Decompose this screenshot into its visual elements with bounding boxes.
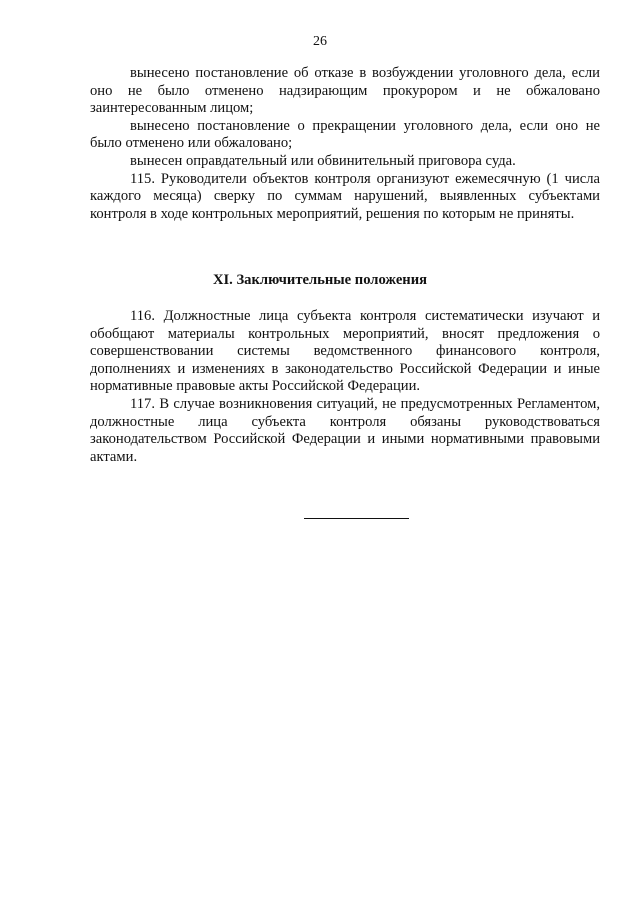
paragraph: вынесено постановление о прекращении уголовного дела, если оно не было отменено или обжаловано;: [90, 117, 600, 152]
section-heading: XI. Заключительные положения: [212, 272, 428, 288]
paragraph: вынесено постановление об отказе в возбуждении уголовного дела, если оно не было отменено надзирающим прокурором и не обжаловано заинтересованным лицом;: [90, 65, 600, 117]
paragraph-115: 115. Руководители объектов контроля организуют ежемесячную (1 числа каждого месяца) сверку по суммам нарушений, выявленных субъектами контроля в ходе контрольных мероприятий, решения по которым не приняты.: [90, 170, 600, 222]
document-text-block: [90, 65, 600, 223]
paragraph-116: 116. Должностные лица субъекта контроля систематически изучают и обобщают материалы контрольных мероприятий, вносят предложения о совершенствовании системы ведомственного финансового контроля, дополнениях и изменениях в законодательство Российской Федерации и иные нормативные правовые акты Российской Федерации.: [90, 308, 600, 395]
page-number: 26: [313, 34, 327, 49]
paragraph-117: 117. В случае возникновения ситуаций, не предусмотренных Регламентом, должностные лица субъекта контроля обязаны руководствоваться законодательством Российской Федерации и иными нормативными правовыми актами.: [90, 395, 600, 465]
paragraph: вынесен оправдательный или обвинительный приговора суда.: [130, 152, 516, 169]
document-text-block: [90, 308, 600, 466]
end-of-document-rule: [304, 518, 409, 519]
